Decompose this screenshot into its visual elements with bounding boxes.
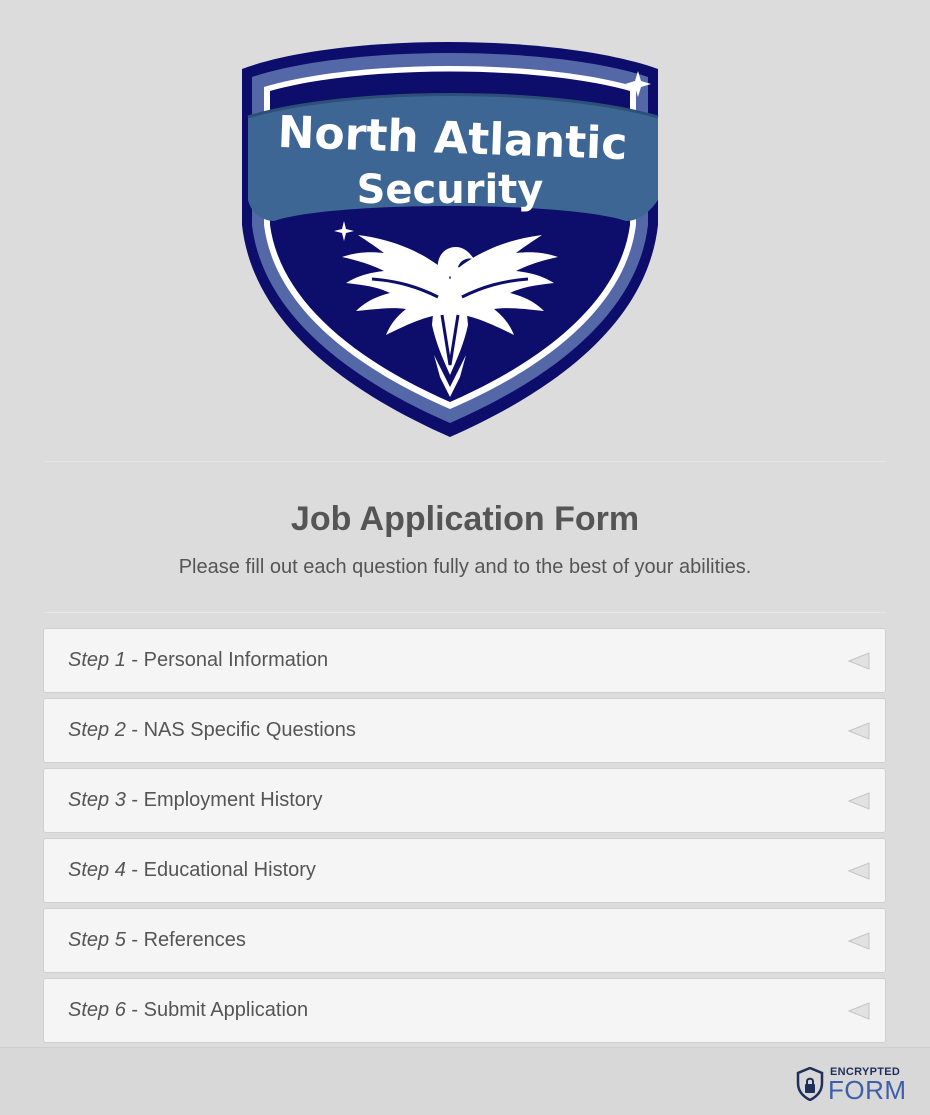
logo-line2: Security — [356, 167, 544, 213]
steps-accordion — [43, 628, 886, 1048]
step-personal-information[interactable] — [43, 628, 886, 693]
step-label: Step 6 - Submit Application — [68, 999, 309, 1021]
step-submit-application[interactable] — [43, 978, 886, 1043]
badge-top-text: ENCRYPTED — [830, 1066, 901, 1078]
step-label: Step 3 - Employment History — [68, 789, 323, 811]
company-logo — [238, 25, 662, 439]
collapse-arrow-icon — [847, 721, 871, 741]
step-label: Step 5 - References — [68, 929, 246, 951]
step-references[interactable] — [43, 908, 886, 973]
collapse-arrow-icon — [847, 1001, 871, 1021]
step-label: Step 4 - Educational History — [68, 859, 316, 881]
collapse-arrow-icon — [847, 861, 871, 881]
step-educational-history[interactable] — [43, 838, 886, 903]
step-nas-specific-questions[interactable] — [43, 698, 886, 763]
footer — [0, 1047, 930, 1115]
logo-line1: North Atlantic — [276, 106, 629, 171]
step-label: Step 2 - NAS Specific Questions — [68, 719, 356, 741]
step-label: Step 1 - Personal Information — [68, 649, 329, 671]
collapse-arrow-icon — [847, 651, 871, 671]
lock-shield-icon — [796, 1067, 824, 1101]
page-subtitle: Please fill out each question fully and to the best of your abilities. — [178, 556, 752, 578]
step-employment-history[interactable] — [43, 768, 886, 833]
steps-divider — [44, 612, 886, 613]
page-title: Job Application Form — [290, 500, 640, 538]
collapse-arrow-icon — [847, 791, 871, 811]
collapse-arrow-icon — [847, 931, 871, 951]
badge-bottom-text: FORM — [828, 1075, 907, 1105]
header-divider — [44, 461, 886, 462]
encrypted-form-badge[interactable] — [796, 1065, 908, 1105]
